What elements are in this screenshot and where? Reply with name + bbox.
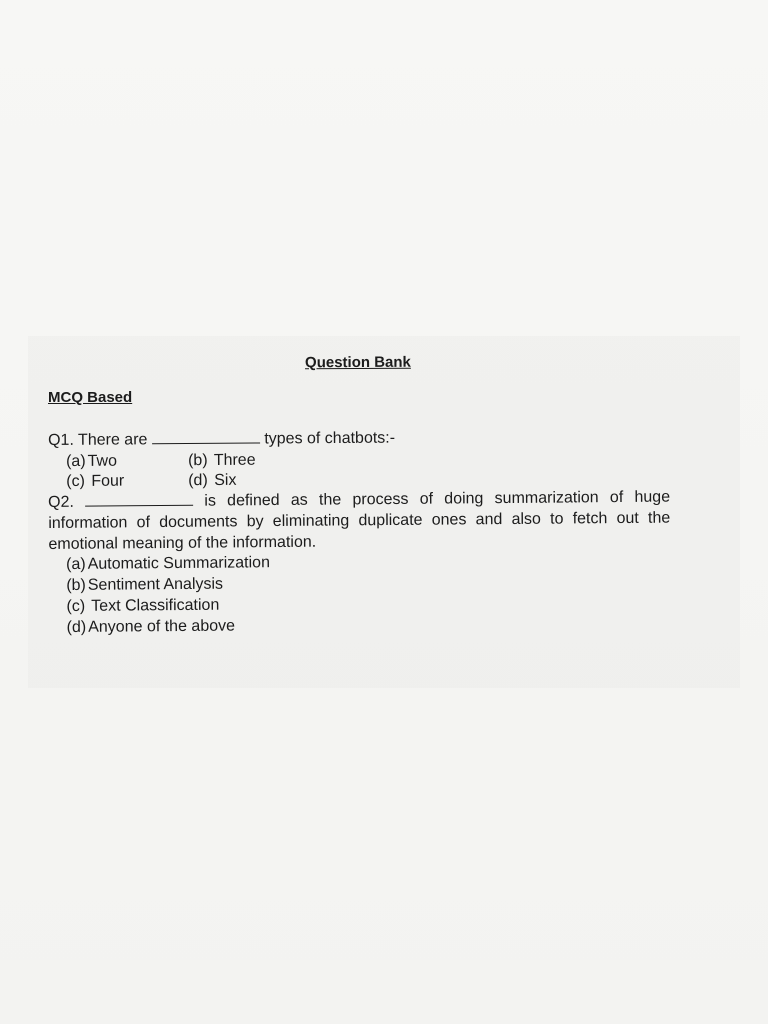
question-1-option-a [66,451,188,472]
question-1-text-before: There are [77,431,148,449]
question-2-blank [85,491,193,507]
option-label: (c) [66,472,85,490]
question-2-option-b [66,573,270,596]
question-1-options [66,451,256,492]
question-1-option-c [66,471,188,492]
question-1-text-after: types of chatbots:- [264,429,396,448]
question-2-option-d [67,615,271,638]
question-1-option-b [188,451,256,471]
option-text: Sentiment Analysis [87,575,224,594]
question-2-number: Q2. [48,493,74,511]
option-label: (d) [188,472,208,490]
option-label: (b) [188,452,208,470]
question-1-blank [152,429,260,445]
document-title: Question Bank [304,353,411,372]
option-label: (c) [66,597,86,615]
option-label: (a) [66,452,86,470]
question-2 [48,487,671,555]
option-label: (a) [66,555,86,573]
question-2-option-c [66,594,270,617]
section-heading: MCQ Based [48,389,133,406]
question-1-options-row-2 [66,471,256,492]
option-text: Four [91,472,125,490]
question-1 [48,428,395,451]
question-2-line-2: information of documents by eliminating duplicate ones and also to fetch out the [48,509,671,532]
question-2-line-1-text: is defined as the process of doing summarization of huge [204,488,671,510]
option-label: (b) [66,576,86,594]
option-text: Text Classification [91,596,220,615]
option-text: Anyone of the above [88,617,236,636]
option-text: Three [213,451,256,469]
option-label: (d) [66,618,87,636]
option-text: Two [87,452,118,470]
question-1-options-row-1 [66,451,256,472]
question-2-options [66,552,271,638]
option-text: Automatic Summarization [87,554,271,573]
question-1-number: Q1. [48,431,74,449]
question-2-line-3: emotional meaning of the information. [48,533,317,553]
option-text: Six [214,471,237,489]
question-2-option-a [66,552,270,575]
question-1-option-d [188,471,236,491]
